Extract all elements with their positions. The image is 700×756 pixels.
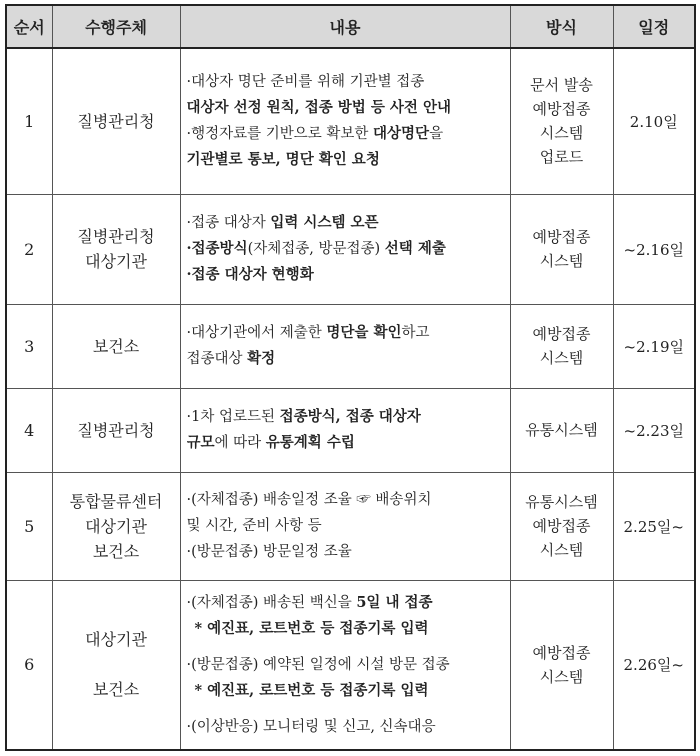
- actor-line: 통합물류센터: [69, 491, 163, 511]
- bold-text: 선택 제출: [384, 240, 446, 257]
- plain-text: ·접종 대상자: [186, 215, 271, 231]
- table-row: [6, 472, 695, 580]
- plain-text: ·(이상반응) 모니터링 및 신고, 신속대응: [186, 718, 436, 735]
- bold-text: 대상자 선정 원칙, 접종 방법 등 사전 안내: [186, 99, 451, 117]
- row-method: [510, 388, 613, 472]
- plain-text: 접종대상: [186, 351, 248, 367]
- bold-text: 규모: [186, 434, 215, 451]
- method-line: 유통시스템: [525, 493, 598, 511]
- actor-line: 보건소: [92, 336, 140, 356]
- schedule-table-container: [5, 4, 694, 751]
- plain-text: ·(자체접종) 배송된 백신을: [186, 594, 357, 611]
- content-line: [187, 236, 504, 262]
- actor-line: 대상기관: [85, 252, 147, 271]
- content-line: [187, 513, 504, 539]
- actor-line: 질병관리청: [77, 420, 155, 440]
- content-line: [187, 210, 504, 236]
- bold-text: 5일 내 접종: [356, 593, 433, 611]
- content-line: [187, 95, 504, 121]
- content-spacer: [187, 642, 504, 652]
- plain-text: ·(자체접종) 배송일정 조율 ☞ 배송위치: [186, 492, 432, 508]
- header-actor: 수행주체: [52, 5, 180, 48]
- content-spacer: [187, 704, 504, 714]
- row-actor: [52, 304, 180, 388]
- method-line: 시스템: [539, 124, 584, 143]
- plain-text: 을: [429, 126, 444, 143]
- bold-text: 유통계획 수립: [265, 434, 355, 451]
- row-content: [180, 194, 510, 304]
- method-line: 예방접종: [532, 228, 591, 246]
- actor-line: 보건소: [92, 541, 140, 561]
- vaccination-schedule-table: [5, 4, 696, 751]
- row-order: 2: [6, 194, 52, 304]
- row-schedule: ~2.16일: [613, 194, 695, 304]
- bold-text: 대상명단: [373, 125, 430, 143]
- actor-line: 대상기관: [85, 630, 147, 650]
- row-content: [180, 580, 510, 750]
- method-line: 유통시스템: [525, 421, 598, 439]
- plain-text: (자체접종, 방문접종): [247, 241, 385, 257]
- header-content: 내용: [180, 5, 510, 48]
- content-line: [187, 69, 504, 95]
- bold-text: * 예진표, 로트번호 등 접종기록 입력: [194, 619, 429, 637]
- content-line: [187, 590, 504, 616]
- method-line: 문서 발송: [530, 76, 593, 95]
- row-schedule: ~2.19일: [613, 304, 695, 388]
- bold-text: 확정: [247, 350, 276, 367]
- content-line: [187, 539, 504, 565]
- row-order: 4: [6, 388, 52, 472]
- plain-text: ·행정자료를 기반으로 확보한: [186, 126, 374, 143]
- row-method: [510, 580, 613, 750]
- content-line: [187, 262, 504, 288]
- actor-line: [53, 652, 180, 677]
- row-order: 5: [6, 472, 52, 580]
- row-content: [180, 472, 510, 580]
- content-line: [187, 430, 504, 456]
- plain-text: ·대상기관에서 제출한: [186, 325, 327, 341]
- plain-text: 및 시간, 준비 사항 등: [186, 518, 322, 534]
- row-content: [180, 388, 510, 472]
- method-line: 시스템: [539, 541, 584, 559]
- bold-text: 명단을 확인: [326, 324, 402, 341]
- header-method: 방식: [510, 5, 613, 48]
- row-actor: [52, 472, 180, 580]
- row-actor: [52, 388, 180, 472]
- row-order: 6: [6, 580, 52, 750]
- row-schedule: ~2.23일: [613, 388, 695, 472]
- plain-text: ·대상자 명단 준비를 위해 기관별 접종: [186, 74, 425, 91]
- table-row: [6, 304, 695, 388]
- content-line: [187, 616, 504, 642]
- content-line: [187, 320, 504, 346]
- row-order: 3: [6, 304, 52, 388]
- row-method: [510, 194, 613, 304]
- table-header: [6, 5, 695, 48]
- method-line: 시스템: [539, 349, 584, 367]
- bold-text: * 예진표, 로트번호 등 접종기록 입력: [194, 681, 429, 699]
- method-line: 예방접종: [532, 643, 591, 662]
- plain-text: ·1차 업로드된: [186, 409, 280, 425]
- content-line: [187, 487, 504, 513]
- header-schedule: 일정: [613, 5, 695, 48]
- content-line: [187, 404, 504, 430]
- method-line: 예방접종: [532, 100, 591, 119]
- method-line: 예방접종: [532, 325, 591, 343]
- row-content: [180, 48, 510, 194]
- content-line: [187, 714, 504, 740]
- content-line: [187, 346, 504, 372]
- content-line: [187, 121, 504, 147]
- row-order: 1: [6, 48, 52, 194]
- table-row: [6, 48, 695, 194]
- row-schedule: 2.26일~: [613, 580, 695, 750]
- method-line: 예방접종: [532, 517, 591, 535]
- row-actor: [52, 48, 180, 194]
- method-line: 시스템: [539, 667, 584, 686]
- method-line: 업로드: [539, 148, 584, 167]
- bold-text: 기관별로 통보, 명단 확인 요청: [186, 151, 380, 169]
- row-method: [510, 48, 613, 194]
- bold-text: ·접종방식: [186, 240, 248, 257]
- table-body: [6, 48, 695, 750]
- table-row: [6, 388, 695, 472]
- row-actor: [52, 194, 180, 304]
- plain-text: 에 따라: [214, 435, 266, 451]
- actor-line: 질병관리청: [77, 111, 155, 131]
- header-row: [6, 5, 695, 48]
- content-line: [187, 678, 504, 704]
- plain-text: ·(방문접종) 방문일정 조율: [186, 544, 352, 560]
- plain-text: 하고: [401, 325, 430, 341]
- content-line: [187, 147, 504, 173]
- actor-line: 보건소: [92, 680, 140, 700]
- header-order: 순서: [6, 5, 52, 48]
- plain-text: ·(방문접종) 예약된 일정에 시설 방문 접종: [186, 656, 450, 673]
- actor-line: 질병관리청: [77, 227, 155, 246]
- actor-line: 대상기관: [85, 516, 147, 536]
- bold-text: 접종방식, 접종 대상자: [279, 408, 421, 425]
- bold-text: 입력 시스템 오픈: [270, 214, 379, 231]
- bold-text: ·접종 대상자 현행화: [186, 266, 314, 283]
- table-row: [6, 580, 695, 750]
- row-method: [510, 472, 613, 580]
- row-method: [510, 304, 613, 388]
- row-content: [180, 304, 510, 388]
- row-actor: [52, 580, 180, 750]
- table-row: [6, 194, 695, 304]
- row-schedule: 2.25일~: [613, 472, 695, 580]
- row-schedule: 2.10일: [613, 48, 695, 194]
- method-line: 시스템: [539, 252, 584, 270]
- content-line: [187, 652, 504, 678]
